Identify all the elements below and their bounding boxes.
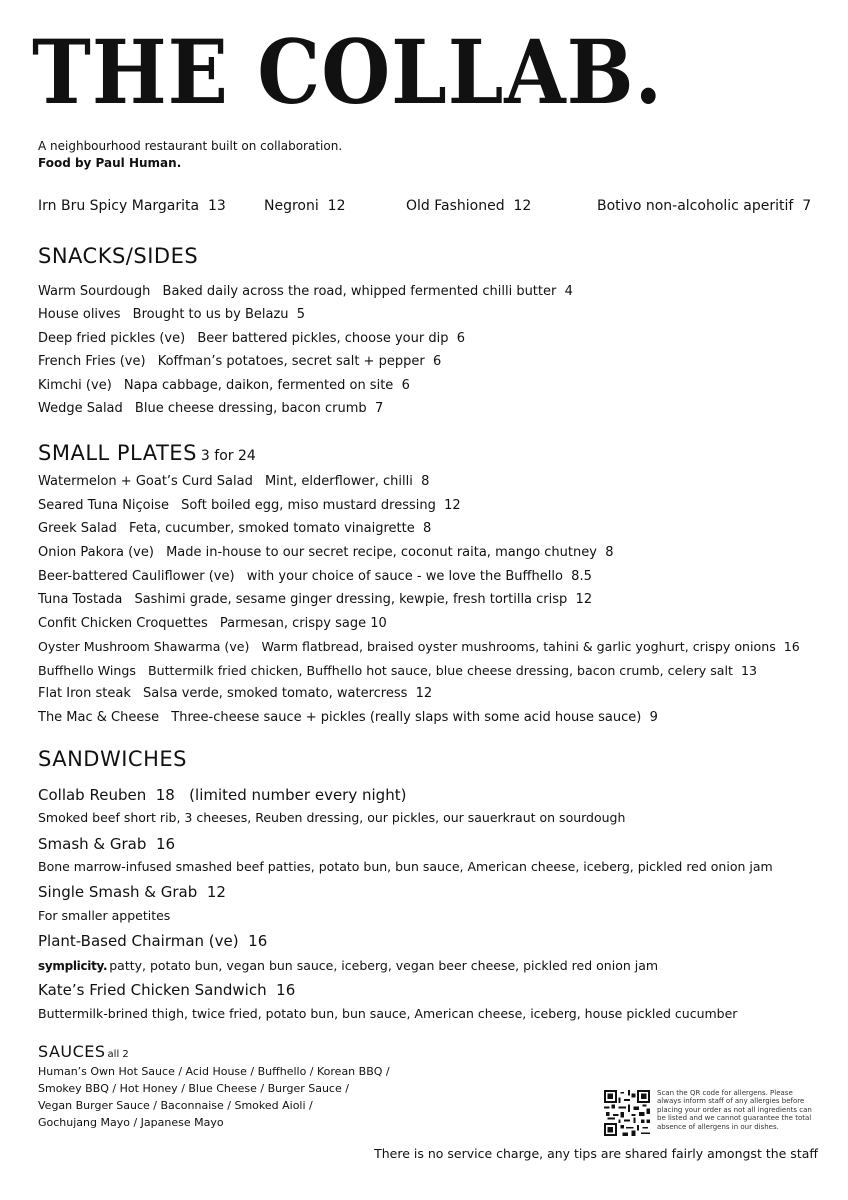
menu-item: Flat Iron steak Salsa verde, smoked tomato, watercress 12 xyxy=(38,686,433,701)
sauces-price: all 2 xyxy=(107,1049,129,1060)
symplicity-logo: symplicity. xyxy=(38,959,108,973)
drink-item: Botivo non-alcoholic aperitif 7 xyxy=(597,198,812,214)
sandwich-desc: symplicity. patty, potato bun, vegan bun sauce, iceberg, vegan beer cheese, pickled red onion jam xyxy=(38,958,659,973)
menu-item: House olives Brought to us by Belazu 5 xyxy=(38,307,306,322)
qr-code-icon[interactable] xyxy=(604,1090,650,1136)
menu-item: Onion Pakora (ve) Made in-house to our secret recipe, coconut raita, mango chutney 8 xyxy=(38,545,614,560)
service-charge-note: There is no service charge, any tips are shared fairly amongst the staff xyxy=(374,1146,818,1161)
menu-item: Beer-battered Cauliflower (ve) with your choice of sauce - we love the Buffhello 8.5 xyxy=(38,569,592,584)
menu-item: Buffhello Wings Buttermilk fried chicken, Buffhello hot sauce, blue cheese dressing, bacon crumb, celery salt 13 xyxy=(38,663,757,678)
menu-item: Kimchi (ve) Napa cabbage, daikon, fermented on site 6 xyxy=(38,378,410,393)
sandwich-desc: Smoked beef short rib, 3 cheeses, Reuben dressing, our pickles, our sauerkraut on sourdough xyxy=(38,810,626,825)
sandwich-desc: Buttermilk-brined thigh, twice fried, potato bun, bun sauce, American cheese, iceberg, house pickled cucumber xyxy=(38,1006,738,1021)
tagline: A neighbourhood restaurant built on collaboration. xyxy=(38,139,343,153)
drink-item: Negroni 12 xyxy=(264,198,346,214)
menu-item: Greek Salad Feta, cucumber, smoked tomato vinaigrette 8 xyxy=(38,521,432,536)
sandwich-name: Single Smash & Grab 12 xyxy=(38,883,226,901)
menu-item: The Mac & Cheese Three-cheese sauce + pickles (really slaps with some acid house sauce) 9 xyxy=(38,710,658,725)
menu-item: Seared Tuna Niçoise Soft boiled egg, miso mustard dressing 12 xyxy=(38,498,461,513)
chef-credit: Food by Paul Human. xyxy=(38,156,182,170)
sauce-line: Human’s Own Hot Sauce / Acid House / Buffhello / Korean BBQ / xyxy=(38,1065,390,1078)
sandwiches-heading: SANDWICHES xyxy=(38,747,187,771)
sauce-line: Smokey BBQ / Hot Honey / Blue Cheese / Burger Sauce / xyxy=(38,1082,349,1095)
allergy-note: Scan the QR code for allergens. Please always inform staff of any allergies before placing your order as not all ingredients can be listed and we cannot guarantee the total absence of allergens in our dishes. xyxy=(657,1089,812,1131)
drink-item: Old Fashioned 12 xyxy=(406,198,532,214)
snacks-heading: SNACKS/SIDES xyxy=(38,244,199,268)
sauce-line: Vegan Burger Sauce / Baconnaise / Smoked Aioli / xyxy=(38,1099,313,1112)
menu-item: French Fries (ve) Koffman’s potatoes, secret salt + pepper 6 xyxy=(38,354,442,369)
menu-item: Oyster Mushroom Shawarma (ve) Warm flatbread, braised oyster mushrooms, tahini & garlic yoghurt, crispy onions 16 xyxy=(38,639,800,654)
sandwich-desc: For smaller appetites xyxy=(38,908,171,923)
small-plates-deal: 3 for 24 xyxy=(200,448,256,464)
drink-item: Irn Bru Spicy Margarita 13 xyxy=(38,198,226,214)
sandwich-name: Smash & Grab 16 xyxy=(38,835,176,853)
menu-item: Warm Sourdough Baked daily across the road, whipped fermented chilli butter 4 xyxy=(38,284,573,299)
sandwich-name: Plant-Based Chairman (ve) 16 xyxy=(38,932,268,950)
menu-item: Confit Chicken Croquettes Parmesan, crispy sage 10 xyxy=(38,616,387,631)
menu-item: Tuna Tostada Sashimi grade, sesame ginger dressing, kewpie, fresh tortilla crisp 12 xyxy=(38,592,593,607)
sandwich-name: Collab Reuben 18 (limited number every night) xyxy=(38,786,407,804)
drinks-row xyxy=(0,198,848,216)
menu-item: Watermelon + Goat’s Curd Salad Mint, elderflower, chilli 8 xyxy=(38,474,430,489)
small-plates-heading: SMALL PLATES 3 for 24 xyxy=(38,441,256,465)
restaurant-title: THE COLLAB. xyxy=(32,20,663,124)
menu-item: Wedge Salad Blue cheese dressing, bacon crumb 7 xyxy=(38,401,384,416)
sauce-line: Gochujang Mayo / Japanese Mayo xyxy=(38,1116,224,1129)
sandwich-name: Kate’s Fried Chicken Sandwich 16 xyxy=(38,981,296,999)
sauces-heading: SAUCES all 2 xyxy=(38,1042,129,1061)
sandwich-desc: Bone marrow-infused smashed beef patties, potato bun, bun sauce, American cheese, iceberg, pickled red onion jam xyxy=(38,859,773,874)
menu-item: Deep fried pickles (ve) Beer battered pickles, choose your dip 6 xyxy=(38,331,465,346)
